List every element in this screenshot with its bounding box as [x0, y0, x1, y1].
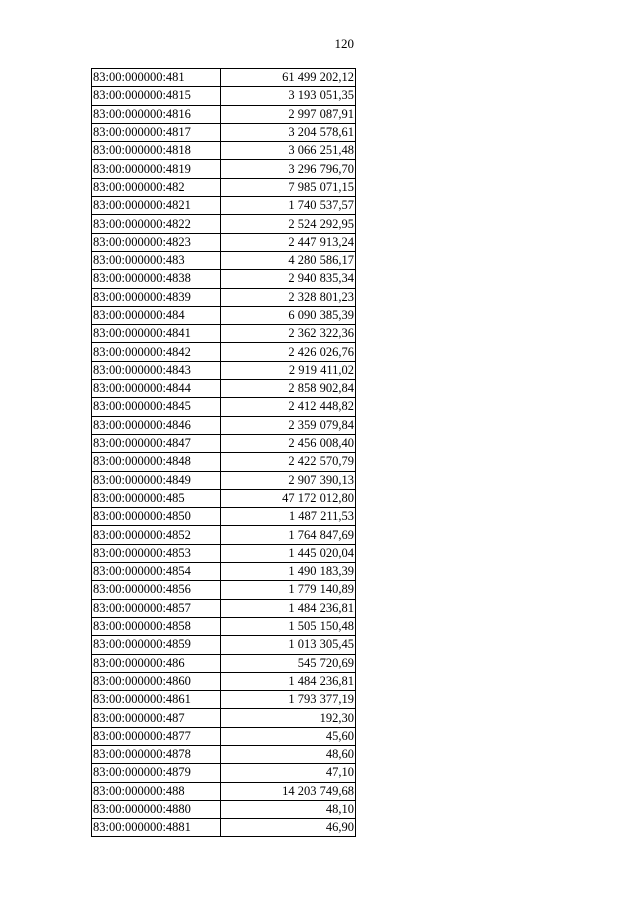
cadastral-number-cell: 83:00:000000:4816 — [92, 105, 221, 123]
value-cell: 3 296 796,70 — [221, 160, 356, 178]
value-cell: 3 193 051,35 — [221, 87, 356, 105]
value-cell: 1 505 150,48 — [221, 617, 356, 635]
table-row — [92, 105, 356, 123]
value-cell: 48,60 — [221, 745, 356, 763]
cadastral-number-cell: 83:00:000000:487 — [92, 709, 221, 727]
table-row — [92, 343, 356, 361]
cadastral-number-cell: 83:00:000000:484 — [92, 306, 221, 324]
cadastral-number-cell: 83:00:000000:4823 — [92, 233, 221, 251]
value-cell: 61 499 202,12 — [221, 69, 356, 87]
table-row — [92, 453, 356, 471]
cadastral-number-cell: 83:00:000000:4848 — [92, 453, 221, 471]
value-cell: 192,30 — [221, 709, 356, 727]
value-cell: 1 779 140,89 — [221, 581, 356, 599]
value-cell: 3 066 251,48 — [221, 142, 356, 160]
page-number: 120 — [334, 36, 354, 51]
table-row — [92, 251, 356, 269]
cadastral-number-cell: 83:00:000000:4847 — [92, 434, 221, 452]
table-row — [92, 526, 356, 544]
table-body — [92, 69, 356, 837]
table-row — [92, 416, 356, 434]
table-row — [92, 325, 356, 343]
cadastral-number-cell: 83:00:000000:4841 — [92, 325, 221, 343]
table-row — [92, 819, 356, 837]
cadastral-number-cell: 83:00:000000:4846 — [92, 416, 221, 434]
value-cell: 2 359 079,84 — [221, 416, 356, 434]
table-row — [92, 361, 356, 379]
table-row — [92, 306, 356, 324]
table-row — [92, 197, 356, 215]
cadastral-value-table — [91, 68, 356, 837]
cadastral-number-cell: 83:00:000000:4818 — [92, 142, 221, 160]
cadastral-number-cell: 83:00:000000:488 — [92, 782, 221, 800]
table-row — [92, 471, 356, 489]
table-row — [92, 380, 356, 398]
table-row — [92, 709, 356, 727]
value-cell: 2 426 026,76 — [221, 343, 356, 361]
value-cell: 2 907 390,13 — [221, 471, 356, 489]
value-cell: 2 940 835,34 — [221, 270, 356, 288]
cadastral-number-cell: 83:00:000000:4815 — [92, 87, 221, 105]
table-row — [92, 508, 356, 526]
table-row — [92, 800, 356, 818]
cadastral-number-cell: 83:00:000000:4860 — [92, 672, 221, 690]
value-cell: 46,90 — [221, 819, 356, 837]
table-row — [92, 672, 356, 690]
cadastral-number-cell: 83:00:000000:4843 — [92, 361, 221, 379]
value-cell: 2 456 008,40 — [221, 434, 356, 452]
value-cell: 2 412 448,82 — [221, 398, 356, 416]
value-cell: 1 793 377,19 — [221, 691, 356, 709]
table-row — [92, 434, 356, 452]
cadastral-number-cell: 83:00:000000:4879 — [92, 764, 221, 782]
value-cell: 2 422 570,79 — [221, 453, 356, 471]
cadastral-number-cell: 83:00:000000:4853 — [92, 544, 221, 562]
value-cell: 545 720,69 — [221, 654, 356, 672]
value-cell: 2 997 087,91 — [221, 105, 356, 123]
table-row — [92, 233, 356, 251]
table-row — [92, 636, 356, 654]
table-row — [92, 288, 356, 306]
cadastral-number-cell: 83:00:000000:4849 — [92, 471, 221, 489]
value-cell: 2 919 411,02 — [221, 361, 356, 379]
table-row — [92, 727, 356, 745]
cadastral-number-cell: 83:00:000000:4822 — [92, 215, 221, 233]
value-cell: 1 484 236,81 — [221, 599, 356, 617]
table-row — [92, 691, 356, 709]
table-row — [92, 123, 356, 141]
table-row — [92, 398, 356, 416]
cadastral-number-cell: 83:00:000000:4852 — [92, 526, 221, 544]
value-cell: 4 280 586,17 — [221, 251, 356, 269]
value-cell: 7 985 071,15 — [221, 178, 356, 196]
table-row — [92, 489, 356, 507]
value-cell: 47,10 — [221, 764, 356, 782]
cadastral-number-cell: 83:00:000000:4854 — [92, 563, 221, 581]
value-cell: 1 013 305,45 — [221, 636, 356, 654]
value-cell: 14 203 749,68 — [221, 782, 356, 800]
cadastral-number-cell: 83:00:000000:4856 — [92, 581, 221, 599]
value-cell: 1 764 847,69 — [221, 526, 356, 544]
value-cell: 48,10 — [221, 800, 356, 818]
cadastral-number-cell: 83:00:000000:483 — [92, 251, 221, 269]
cadastral-number-cell: 83:00:000000:4858 — [92, 617, 221, 635]
value-cell: 1 487 211,53 — [221, 508, 356, 526]
table-row — [92, 654, 356, 672]
table-row — [92, 617, 356, 635]
cadastral-number-cell: 83:00:000000:4819 — [92, 160, 221, 178]
value-cell: 2 524 292,95 — [221, 215, 356, 233]
cadastral-number-cell: 83:00:000000:4821 — [92, 197, 221, 215]
value-cell: 1 484 236,81 — [221, 672, 356, 690]
cadastral-number-cell: 83:00:000000:4838 — [92, 270, 221, 288]
table-row — [92, 544, 356, 562]
table-row — [92, 142, 356, 160]
cadastral-number-cell: 83:00:000000:4861 — [92, 691, 221, 709]
cadastral-number-cell: 83:00:000000:4878 — [92, 745, 221, 763]
cadastral-number-cell: 83:00:000000:4842 — [92, 343, 221, 361]
table-row — [92, 160, 356, 178]
table-row — [92, 215, 356, 233]
cadastral-number-cell: 83:00:000000:4881 — [92, 819, 221, 837]
cadastral-number-cell: 83:00:000000:4857 — [92, 599, 221, 617]
cadastral-number-cell: 83:00:000000:481 — [92, 69, 221, 87]
value-cell: 2 362 322,36 — [221, 325, 356, 343]
cadastral-number-cell: 83:00:000000:4877 — [92, 727, 221, 745]
cadastral-number-cell: 83:00:000000:485 — [92, 489, 221, 507]
cadastral-number-cell: 83:00:000000:4844 — [92, 380, 221, 398]
table-row — [92, 563, 356, 581]
value-cell: 1 740 537,57 — [221, 197, 356, 215]
value-cell: 47 172 012,80 — [221, 489, 356, 507]
cadastral-number-cell: 83:00:000000:4859 — [92, 636, 221, 654]
table-row — [92, 764, 356, 782]
table-row — [92, 69, 356, 87]
value-cell: 2 447 913,24 — [221, 233, 356, 251]
cadastral-number-cell: 83:00:000000:4845 — [92, 398, 221, 416]
value-cell: 1 490 183,39 — [221, 563, 356, 581]
cadastral-number-cell: 83:00:000000:4880 — [92, 800, 221, 818]
table-row — [92, 599, 356, 617]
table-row — [92, 270, 356, 288]
value-cell: 2 858 902,84 — [221, 380, 356, 398]
value-cell: 45,60 — [221, 727, 356, 745]
table-row — [92, 87, 356, 105]
value-cell: 6 090 385,39 — [221, 306, 356, 324]
cadastral-number-cell: 83:00:000000:4839 — [92, 288, 221, 306]
value-cell: 1 445 020,04 — [221, 544, 356, 562]
cadastral-number-cell: 83:00:000000:486 — [92, 654, 221, 672]
table-row — [92, 178, 356, 196]
cadastral-number-cell: 83:00:000000:4817 — [92, 123, 221, 141]
table-row — [92, 581, 356, 599]
cadastral-number-cell: 83:00:000000:482 — [92, 178, 221, 196]
value-cell: 3 204 578,61 — [221, 123, 356, 141]
value-cell: 2 328 801,23 — [221, 288, 356, 306]
cadastral-number-cell: 83:00:000000:4850 — [92, 508, 221, 526]
table-row — [92, 782, 356, 800]
table-row — [92, 745, 356, 763]
